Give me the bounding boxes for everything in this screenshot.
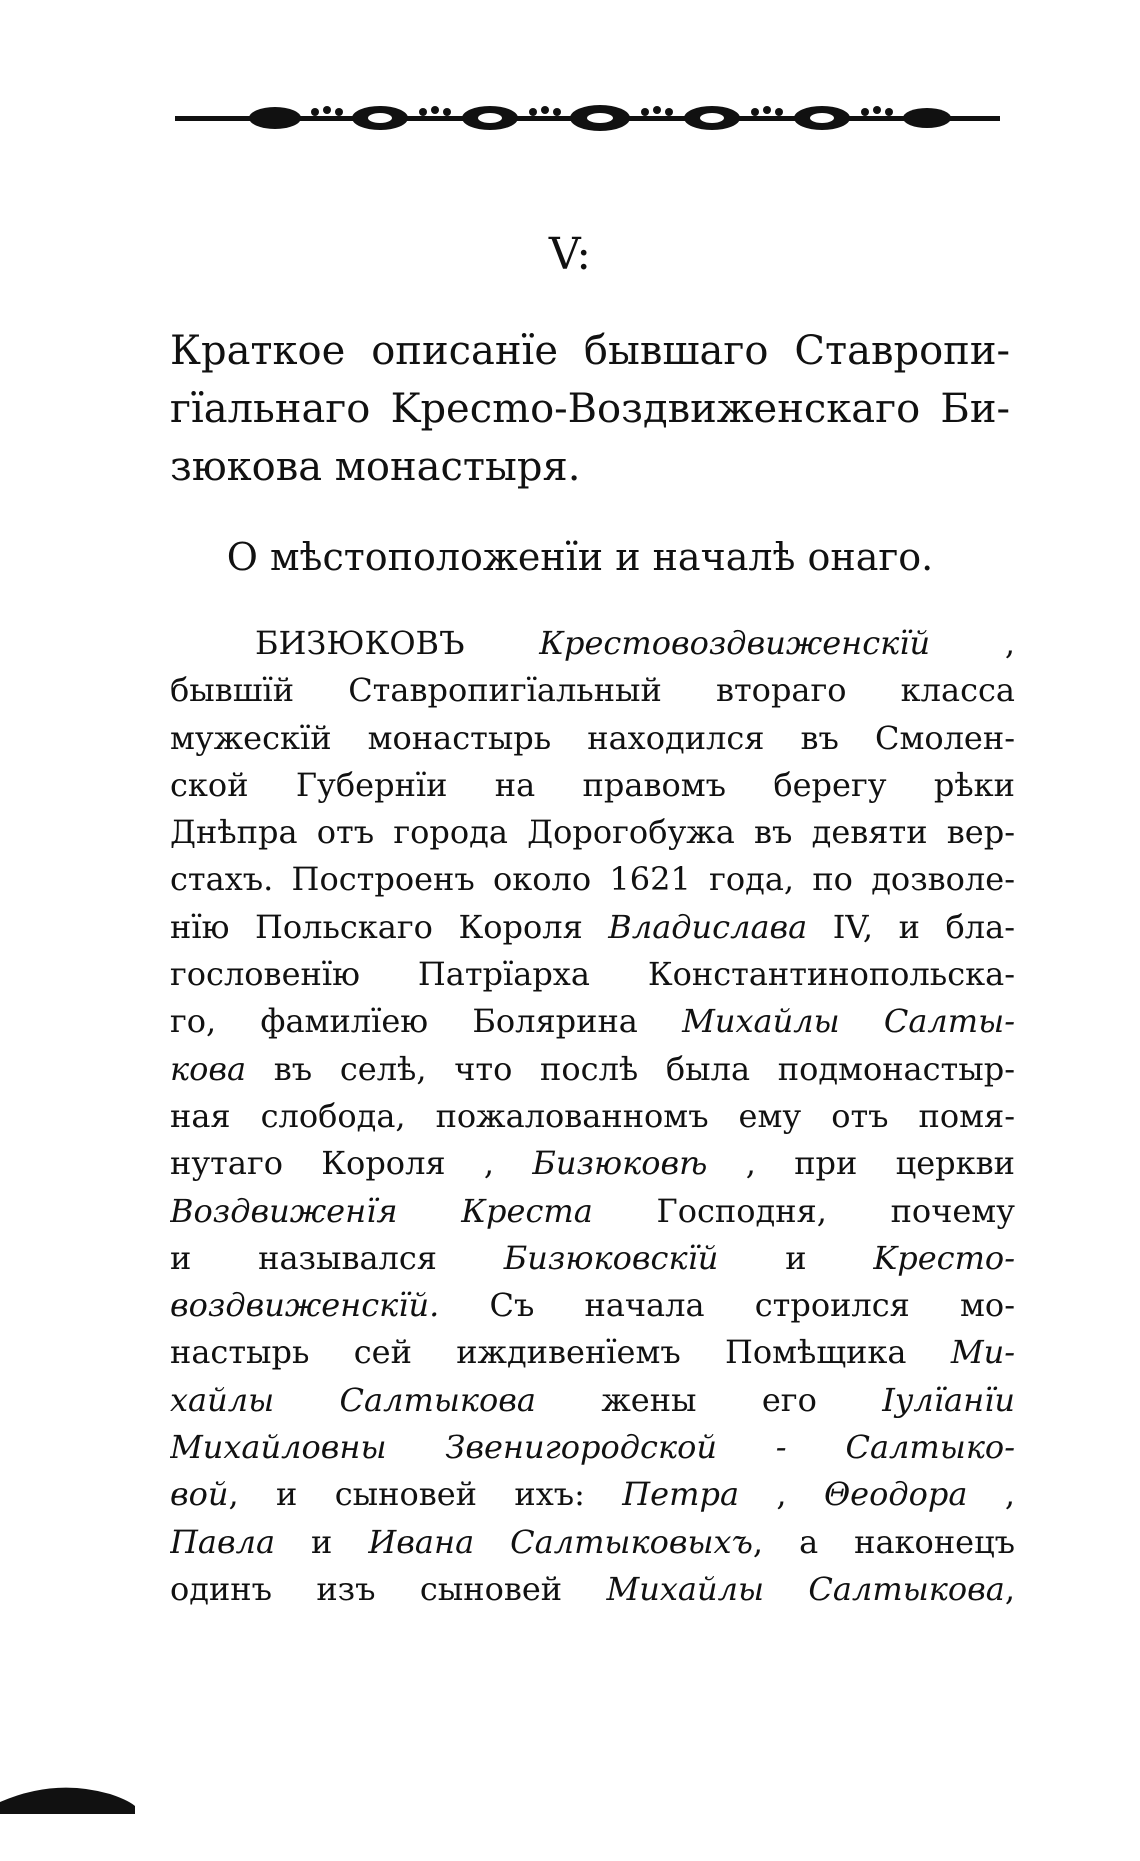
body-line (170, 1093, 1015, 1140)
text-segment: стахъ. Построенъ около 1621 года, по дозволе- (170, 860, 1015, 899)
text-segment: , и сыновей ихъ: (228, 1475, 623, 1514)
text-segment: IV, и бла- (807, 907, 1015, 946)
title-line: зюкова монастыря. (170, 444, 581, 490)
text-segment: въ селѣ, что послѣ была подмонастыр- (246, 1049, 1015, 1088)
italic-text-segment: Бизюковѣ (532, 1144, 708, 1183)
body-line (170, 762, 1015, 809)
italic-text-segment: Владислава (608, 907, 808, 946)
text-segment: БИЗЮКОВЪ (255, 624, 540, 662)
title-line: гїальнаго Kpecmo-Воздвиженскаго Би- (170, 386, 1010, 432)
text-segment: , (930, 624, 1015, 662)
italic-text-segment: Михайлы Салтыкова (606, 1569, 1005, 1608)
text-segment: Днѣпра отъ города Дорогобужа въ девяти вер- (170, 813, 1015, 852)
body-line (170, 1377, 1015, 1424)
body-line (170, 1188, 1015, 1235)
text-segment: Господня, почему (592, 1191, 1015, 1230)
italic-text-segment: Крестовоздвиженскїй (539, 624, 931, 662)
text-segment: , (967, 1475, 1015, 1514)
italic-text-segment: Михайловны Звенигородской - Салтыко- (170, 1428, 1015, 1467)
body-line (170, 1424, 1015, 1471)
body-line (170, 715, 1015, 762)
italic-text-segment: вой (170, 1475, 229, 1514)
italic-text-segment: Воздвиженїя Креста (170, 1191, 593, 1230)
italic-text-segment: хайлы Салтыкова (170, 1380, 536, 1419)
text-segment: мужескїй монастырь находился въ Смолен- (170, 718, 1015, 757)
header-ornament (175, 98, 1000, 140)
text-segment: бывшїй Ставропигїальный втораго класса (170, 671, 1015, 710)
text-segment: и (718, 1238, 874, 1277)
body-line (170, 1282, 1015, 1329)
text-segment: , (1004, 1569, 1015, 1608)
body-line (170, 1329, 1015, 1376)
italic-text-segment: Петра (622, 1475, 740, 1514)
body-line (170, 809, 1015, 856)
body-line (170, 1471, 1015, 1518)
text-segment: и назывался (170, 1238, 504, 1277)
chapter-title (170, 322, 1010, 496)
body-line (170, 904, 1015, 951)
italic-text-segment: воздвиженскїй. (170, 1286, 440, 1325)
italic-text-segment: Михайлы Салты- (682, 1002, 1015, 1041)
italic-text-segment: Павла (170, 1522, 276, 1561)
body-line (170, 1046, 1015, 1093)
text-segment: гословенїю Патрїарха Константинопольска- (170, 955, 1015, 994)
text-segment: и (275, 1522, 369, 1561)
body-text (170, 620, 1015, 1613)
italic-text-segment: кова (170, 1049, 247, 1088)
body-line (170, 667, 1015, 714)
italic-text-segment: Ми- (950, 1333, 1015, 1372)
text-segment: Съ начала строился мо- (439, 1286, 1015, 1325)
text-segment: , (739, 1475, 824, 1514)
body-line (170, 951, 1015, 998)
text-segment: жены его (535, 1380, 883, 1419)
italic-text-segment: Ивана Салтыковыхъ (368, 1522, 753, 1561)
corner-ink-mark (0, 1776, 135, 1816)
chapter-number: V: (548, 229, 592, 280)
text-segment: нїю Польскаго Короля (170, 907, 609, 946)
italic-text-segment: Iулїанїи (882, 1380, 1015, 1419)
body-line (170, 998, 1015, 1045)
body-line (170, 1519, 1015, 1566)
text-segment: го, фамилїею Болярина (170, 1002, 683, 1041)
text-segment: , при церкви (707, 1144, 1015, 1183)
text-segment: одинъ изъ сыновей (170, 1569, 607, 1608)
section-subtitle: О мѣстоположенїи и началѣ онаго. (226, 535, 934, 579)
body-line (170, 1566, 1015, 1613)
title-line: Краткое описанїе бывшаго Ставропи- (170, 328, 1010, 374)
italic-text-segment: Θеодора (823, 1475, 968, 1514)
text-segment: настырь сей иждивенїемъ Помѣщика (170, 1333, 951, 1372)
body-line (170, 856, 1015, 903)
body-line (170, 1140, 1015, 1187)
text-segment: ской Губернїи на правомъ берегу рѣки (170, 765, 1015, 804)
body-line (170, 620, 1015, 667)
italic-text-segment: Kpecmo- (873, 1238, 1015, 1277)
text-segment: , а наконецъ (752, 1522, 1015, 1561)
body-line (170, 1235, 1015, 1282)
text-segment: ная слобода, пожалованномъ ему отъ помя- (170, 1096, 1015, 1135)
italic-text-segment: Бизюковскїй (503, 1238, 719, 1277)
text-segment: нутаго Короля , (170, 1144, 533, 1183)
